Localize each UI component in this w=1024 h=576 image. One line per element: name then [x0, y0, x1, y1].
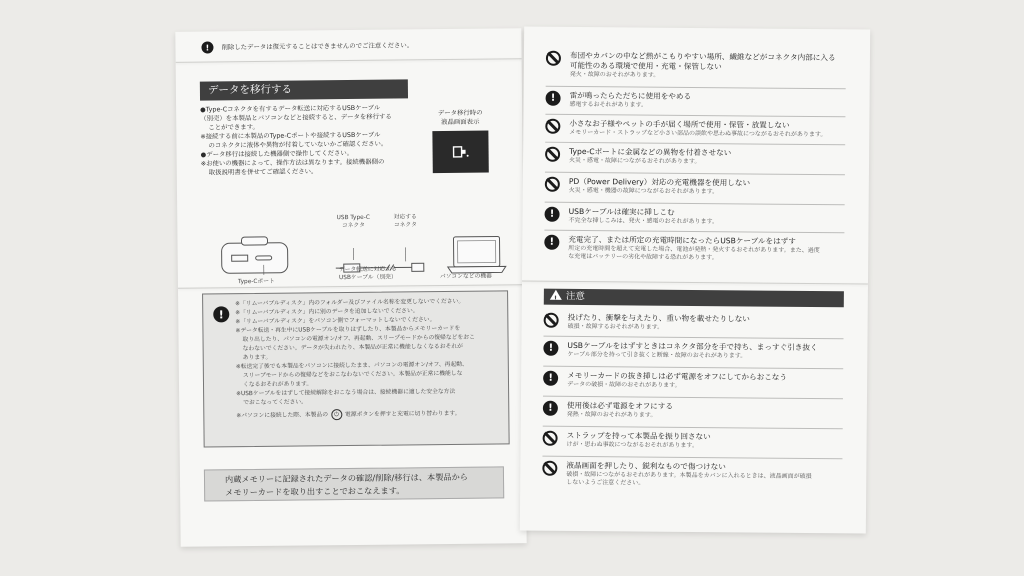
safety-item-text [567, 431, 711, 450]
fold-line [176, 58, 522, 63]
cable-label-line: データ転送に対応する [338, 266, 397, 274]
safety-item [545, 91, 845, 112]
safety-item-title: USBケーブルは確実に挿しこむ [568, 206, 675, 217]
port-label: Type-Cポート [237, 278, 275, 286]
bullet-line: ●Type-Cコネクタを有するデータ転送に対応するUSBケーブル [200, 103, 381, 114]
connector-label [385, 213, 425, 229]
exclamation-icon: ! [543, 341, 558, 356]
safety-item-subtext: 破損・故障につながるおそれがあります。本製品をカバンに入れるときは、液晶画面が破損 [566, 470, 812, 481]
safety-item-text [567, 341, 817, 361]
safety-item-title: Type-Cポートに金属などの異物を付着させない [569, 146, 732, 158]
screen-caption: データ移行時の [437, 108, 483, 118]
safety-item-title: PD（Power Delivery）対応の充電機器を使用しない [568, 176, 751, 188]
warning-line: ※「リムーバブルディスク」をパソコン側でフォーマットしないでください。 [235, 317, 436, 326]
connector-label-line: 対応する [393, 214, 417, 221]
safety-item [544, 235, 844, 264]
safety-item-subtext: データの破損・故障のおそれがあります。 [567, 380, 681, 389]
separator-line [544, 230, 844, 234]
prohibited-icon [546, 51, 561, 66]
safety-item-text [569, 119, 826, 139]
bullet-line: 取扱説明書を併せてご確認ください。 [208, 167, 318, 177]
bullet-line: ことができます。 [208, 122, 259, 132]
safety-item-title: ストラップを持って本製品を振り回さない [566, 430, 711, 442]
instruction-bullets [200, 103, 421, 177]
safety-item [546, 51, 846, 82]
safety-item-text [566, 461, 812, 489]
warning-box [202, 290, 510, 447]
safety-item-subtext: 火災・感電・機器の故障につながるおそれがあります。 [568, 186, 719, 196]
separator-line [545, 142, 845, 146]
warning-line: ※「リムーバブルディスク」内に別のデータを追加しないでください。 [235, 308, 419, 317]
warning-line: ※USBケーブルをはずして接続解除をおこなう場合は、接続機器に適した安全な方法 [236, 388, 456, 398]
exclamation-icon: ! [543, 371, 558, 386]
prohibited-icon [545, 119, 560, 134]
safety-item-title: 可能性のある環境で使用・充電・保管しない [569, 60, 722, 72]
caution-title: 注意 [565, 290, 585, 303]
safety-item-subtext: けが・思わぬ事故につながるおそれがあります。 [566, 440, 698, 450]
prohibited-icon [545, 177, 560, 192]
safety-item-text [567, 371, 787, 391]
usb-c-label [329, 214, 377, 231]
bullet-line: ●データ移行は接続した機器側で操作してください。 [200, 148, 354, 159]
warning-line: でおこなってください。 [243, 399, 308, 407]
safety-item-subtext: 感電するおそれがあります。 [569, 100, 648, 109]
pc-label: パソコンなどの機器 [439, 273, 492, 281]
cable-label-line: USBケーブル（別売） [338, 274, 397, 282]
safety-item-text [568, 235, 820, 263]
prohibited-icon [544, 313, 559, 328]
safety-item-subtext: しないようご注意ください。 [566, 478, 645, 487]
safety-item-title: 充電完了、または所定の充電時間になったらUSBケーブルをはずす [568, 234, 796, 246]
safety-item-title: 小さなお子様やペットの手が届く場所で使用・保管・放置しない [569, 118, 790, 130]
safety-item-subtext: 不完全な挿しこみは、発火・感電のおそれがあります。 [568, 216, 719, 226]
connector-label-line: コネクタ [393, 222, 417, 229]
safety-item [543, 401, 843, 422]
prohibited-icon [543, 431, 558, 446]
exclamation-icon: ! [213, 306, 229, 322]
warning-line: くなるおそれがあります。 [242, 381, 313, 389]
safety-item [544, 207, 844, 228]
separator-line [543, 366, 843, 370]
warning-line: ※転送完了後でも本製品をパソコンに接続したまま、パソコンの電源オン/オフ、再起動、 [235, 361, 468, 371]
safety-item-title: 雷が鳴ったらただちに使用をやめる [569, 90, 692, 101]
usb-c-label-line: USB Type-C [336, 214, 370, 222]
safety-item-title: 液晶画面を押したり、鋭利なもので傷つけない [566, 460, 726, 472]
power-note [236, 407, 502, 421]
exclamation-icon: ! [201, 41, 213, 53]
safety-item-title: USBケーブルをはずすときはコネクタ部分を手で持ち、まっすぐ引き抜く [567, 340, 818, 353]
bottom-note-line: 内蔵メモリーに記録されたデータの確認/削除/移行は、本製品から [224, 471, 469, 485]
right-page [520, 26, 870, 533]
safety-item-text [569, 177, 750, 197]
bullet-line: （別売）を本製品とパソコンなどと接続すると、データを移行する [200, 112, 392, 123]
safety-item [543, 341, 843, 362]
warning-line: 取り出したり、パソコンの電源オン/オフ、再起動、スリープモードからの復帰などをおこ [242, 334, 475, 344]
power-icon: ⏻ [331, 409, 342, 420]
separator-line [542, 456, 842, 460]
safety-item-title: 投げたり、衝撃を与えたり、重い物を載せたりしない [567, 312, 750, 324]
warning-line: ※「リムーバブルディスク」内のフォルダー及びファイル名称を変更しないでください。 [235, 298, 465, 308]
separator-line [543, 426, 843, 430]
safety-item [544, 313, 844, 334]
safety-item-text [568, 207, 718, 226]
safety-item-subtext: 所定の充電時間を超えて充電した場合、電池が発熱・発火するおそれがあります。また、過度 [568, 244, 820, 255]
warning-line: あります。 [242, 354, 272, 362]
safety-item [545, 147, 845, 168]
fold-line [522, 280, 868, 284]
warning-line: スリープモードからの復帰などをおこなわないでください。本製品が正常に機能しな [242, 370, 463, 380]
safety-item-text [567, 401, 673, 420]
safety-item [542, 461, 842, 490]
safety-item-subtext: ケーブル部分を持って引き抜くと断線・故障のおそれがあります。 [567, 350, 747, 360]
warning-lines [235, 297, 502, 422]
bullet-line: ※接続する前に本製品のType-Cポートや接続するUSBケーブル [200, 130, 381, 141]
top-note-text: 削除したデータは復元することはできませんのでご注意ください。 [221, 40, 414, 51]
exclamation-icon: ! [543, 401, 558, 416]
caution-triangle-icon [550, 290, 562, 300]
exclamation-icon: ! [545, 207, 560, 222]
section-title: データを移行する [200, 79, 408, 100]
warning-line: なわないでください。データが失われたり、本製品が正常に機能しなくなるおそれが [242, 343, 463, 353]
separator-line [543, 396, 843, 400]
bottom-note-line: メモリーカードを取り出すことでおこなえます。 [225, 485, 405, 498]
safety-item [543, 371, 843, 392]
separator-line [545, 202, 845, 206]
safety-item-subtext: 破損・故障するおそれがあります。 [567, 322, 664, 331]
safety-item-text [568, 313, 750, 333]
safety-item-title: 布団やカバンの中など熱がこもりやすい場所、繊維などがコネクタ内部に入る [569, 50, 836, 63]
left-page [175, 28, 526, 547]
usb-c-label-line: コネクタ [341, 222, 365, 230]
cable-label [328, 265, 408, 282]
separator-line [545, 114, 845, 118]
safety-item [543, 431, 843, 452]
separator-line [543, 336, 843, 340]
safety-item-text [570, 51, 836, 81]
prohibited-icon [542, 461, 557, 476]
bullet-line: ※お使いの機器によって、操作方法は異なります。接続機器側の [200, 157, 385, 168]
separator-line [546, 86, 846, 90]
safety-item-subtext: メモリーカード・ストラップなど小さい部品の誤飲や思わぬ事故につながるおそれがあります。 [569, 128, 827, 139]
prohibited-icon [545, 147, 560, 162]
safety-item-subtext: 発火・故障のおそれがあります。 [569, 70, 660, 79]
safety-item-title: メモリーカードの抜き挿しは必ず電源をオフにしてからおこなう [567, 370, 788, 382]
bullet-line: のコネクタに液体や異物が付着していないかご確認ください。 [208, 139, 388, 150]
safety-item-subtext: 火災・感電・故障につながるおそれがあります。 [569, 156, 701, 166]
usb-transfer-icon [451, 144, 471, 160]
warning-line: ※データ転送・再生中にUSBケーブルを取りはずしたり、本製品からメモリーカードを [235, 325, 461, 335]
bottom-note-box [204, 466, 504, 501]
separator-line [545, 172, 845, 176]
warnings-list [524, 26, 870, 262]
exclamation-icon: ! [544, 235, 559, 250]
deleted-data-note [201, 39, 413, 53]
power-note-end: 電源ボタンを押すと充電に切り替わります。 [345, 410, 461, 418]
safety-item [545, 177, 845, 198]
exclamation-icon: ! [546, 91, 561, 106]
caution-header [544, 289, 844, 308]
safety-item-subtext: 発熱・故障のおそれがあります。 [566, 410, 657, 419]
lcd-screen [432, 131, 488, 174]
safety-item-title: 使用後は必ず電源をオフにする [566, 400, 674, 411]
safety-item-text [569, 147, 731, 166]
power-note-start: ※パソコンに接続した際、本製品の [236, 411, 329, 419]
screen-caption: 液晶画面表示 [441, 117, 480, 127]
lcd-display-illustration [428, 109, 493, 174]
safety-item [545, 119, 845, 140]
safety-item-text [569, 91, 691, 110]
safety-item-subtext: な充電はバッテリーの劣化や故障する恐れがあります。 [568, 252, 718, 262]
